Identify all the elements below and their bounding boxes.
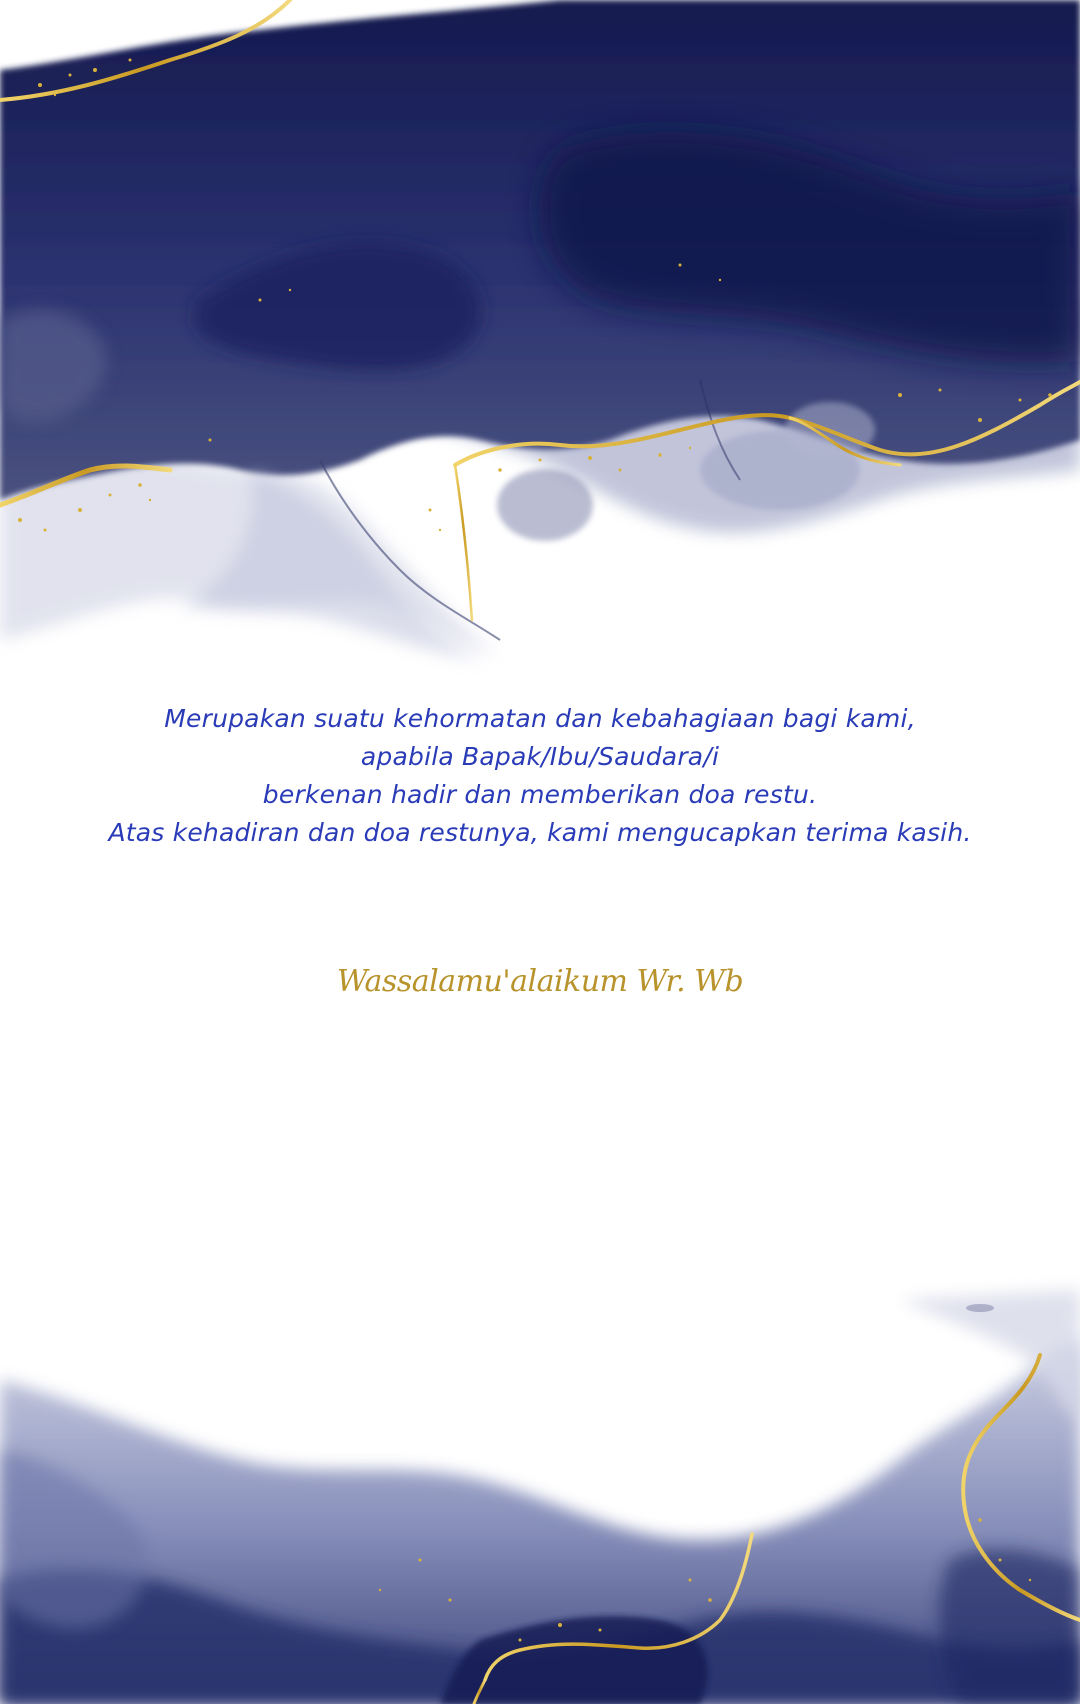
invitation-message bbox=[60, 700, 1020, 852]
message-line: apabila Bapak/Ibu/Saudara/i bbox=[360, 742, 720, 771]
message-line: Merupakan suatu kehormatan dan kebahagiaan bagi kami, bbox=[164, 704, 916, 733]
message-line: berkenan hadir dan memberikan doa restu. bbox=[262, 780, 818, 809]
bottom-watercolor-shape bbox=[0, 1290, 1080, 1704]
top-watercolor-shape bbox=[0, 0, 1080, 660]
message-line: Atas kehadiran dan doa restunya, kami mengucapkan terima kasih. bbox=[108, 818, 972, 847]
closing-greeting: Wassalamu'alaikum Wr. Wb bbox=[336, 964, 744, 999]
